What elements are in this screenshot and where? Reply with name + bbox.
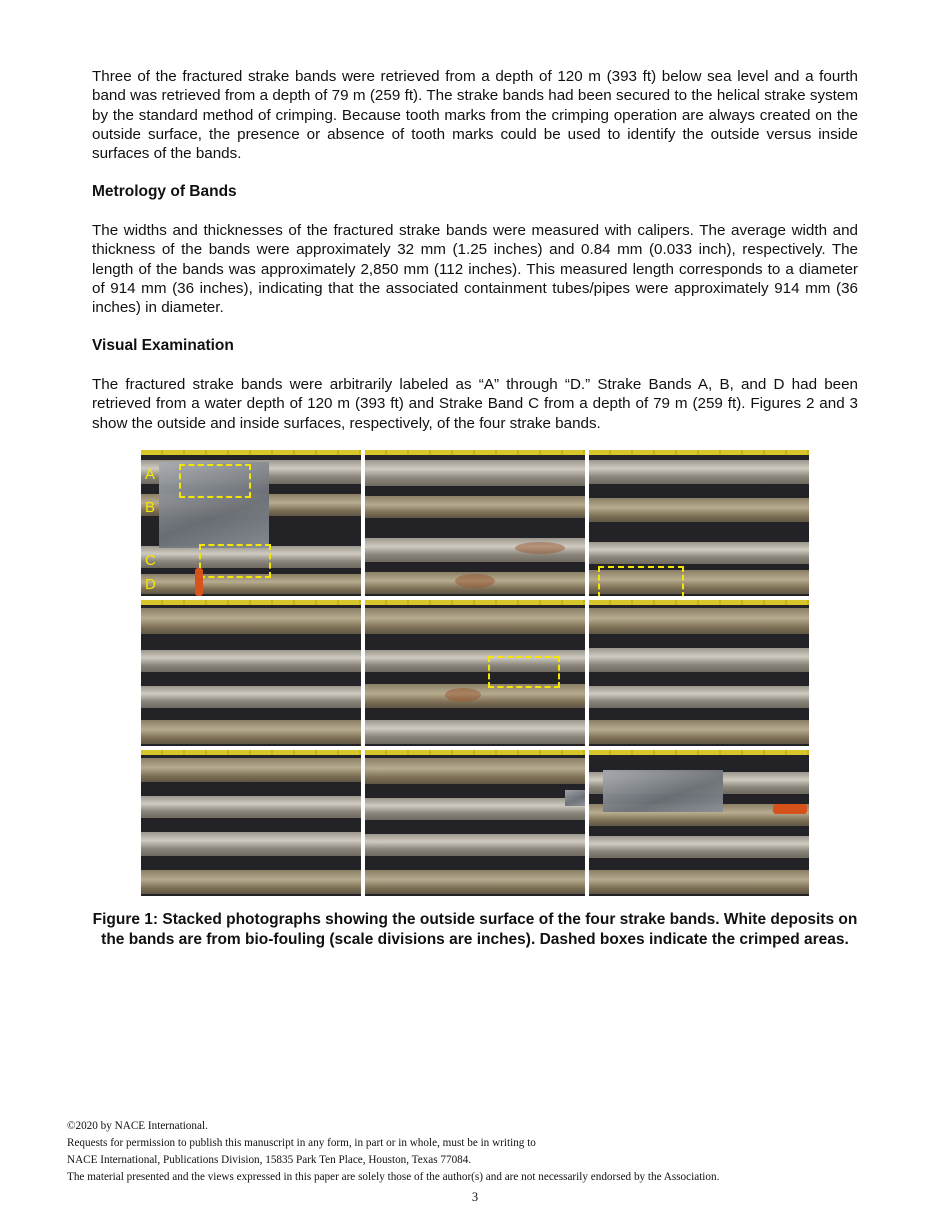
clamp <box>195 568 203 596</box>
band-label-d: D <box>145 576 156 593</box>
photo-panel <box>589 750 809 896</box>
photo-panel <box>141 450 361 596</box>
visual-examination-paragraph: The fractured strake bands were arbitrarily labeled as “A” through “D.” Strake Bands A, B, and D had been retrieved from a water depth of 120 m (393 ft) and Strake Band C from a depth of 79 m (259 ft). Figures 2 and 3 show the outside and inside surfaces, respectively, of the four strake bands. <box>92 376 858 432</box>
photo-panel <box>365 450 585 596</box>
photo-panel <box>589 600 809 746</box>
footer-permission: Requests for permission to publish this manuscript in any form, in part or in whole, must be in writing to <box>67 1137 536 1149</box>
band-label-a: A <box>145 466 156 483</box>
photo-panel <box>141 750 361 896</box>
photo-panel <box>141 600 361 746</box>
duct-tape <box>603 770 723 812</box>
intro-paragraph: Three of the fractured strake bands were retrieved from a depth of 120 m (393 ft) below sea level and a fourth band was retrieved from a depth of 79 m (259 ft). The strake bands had been secured to the helical strake system by the standard method of crimping. Because tooth marks from the crimping operation are always created on the outside surface, the presence or absence of tooth marks could be used to identify the outside versus inside surfaces of the bands. <box>92 68 858 163</box>
footer-address: NACE International, Publications Division, 15835 Park Ten Place, Houston, Texas 77084. <box>67 1154 472 1166</box>
crimped-area-box <box>179 464 251 498</box>
crimped-area-box <box>199 544 271 578</box>
band-label-c: C <box>145 552 156 569</box>
photo-panel <box>365 600 585 746</box>
footer-disclaimer: The material presented and the views expressed in this paper are solely those of the author(s) and are not necessarily endorsed by the Association. <box>67 1171 720 1183</box>
clamp <box>773 804 807 814</box>
page-number: 3 <box>471 1190 479 1204</box>
crimped-area-box <box>598 566 684 596</box>
figure-1-photo-grid <box>141 450 809 896</box>
crimped-area-box <box>488 656 560 688</box>
photo-panel <box>365 750 585 896</box>
metrology-paragraph: The widths and thicknesses of the fractured strake bands were measured with calipers. The average width and thickness of the bands were approximately 32 mm (1.25 inches) and 0.84 mm (0.033 inch), respectively. The length of the bands was approximately 2,850 mm (112 inches). This measured length corresponds to a diameter of 914 mm (36 inches), indicating that the associated containment tubes/pipes were approximately 914 mm (36 inches) in diameter. <box>92 222 858 317</box>
figure-1-caption: Figure 1: Stacked photographs showing the outside surface of the four strake bands. White deposits on the bands are from bio-fouling (scale divisions are inches). Dashed boxes indicate the crimped areas. <box>92 911 858 948</box>
photo-panel <box>589 450 809 596</box>
visual-examination-heading: Visual Examination <box>92 337 234 354</box>
metrology-heading: Metrology of Bands <box>92 183 237 200</box>
band-label-b: B <box>145 499 156 516</box>
footer-copyright: ©2020 by NACE International. <box>67 1120 208 1132</box>
